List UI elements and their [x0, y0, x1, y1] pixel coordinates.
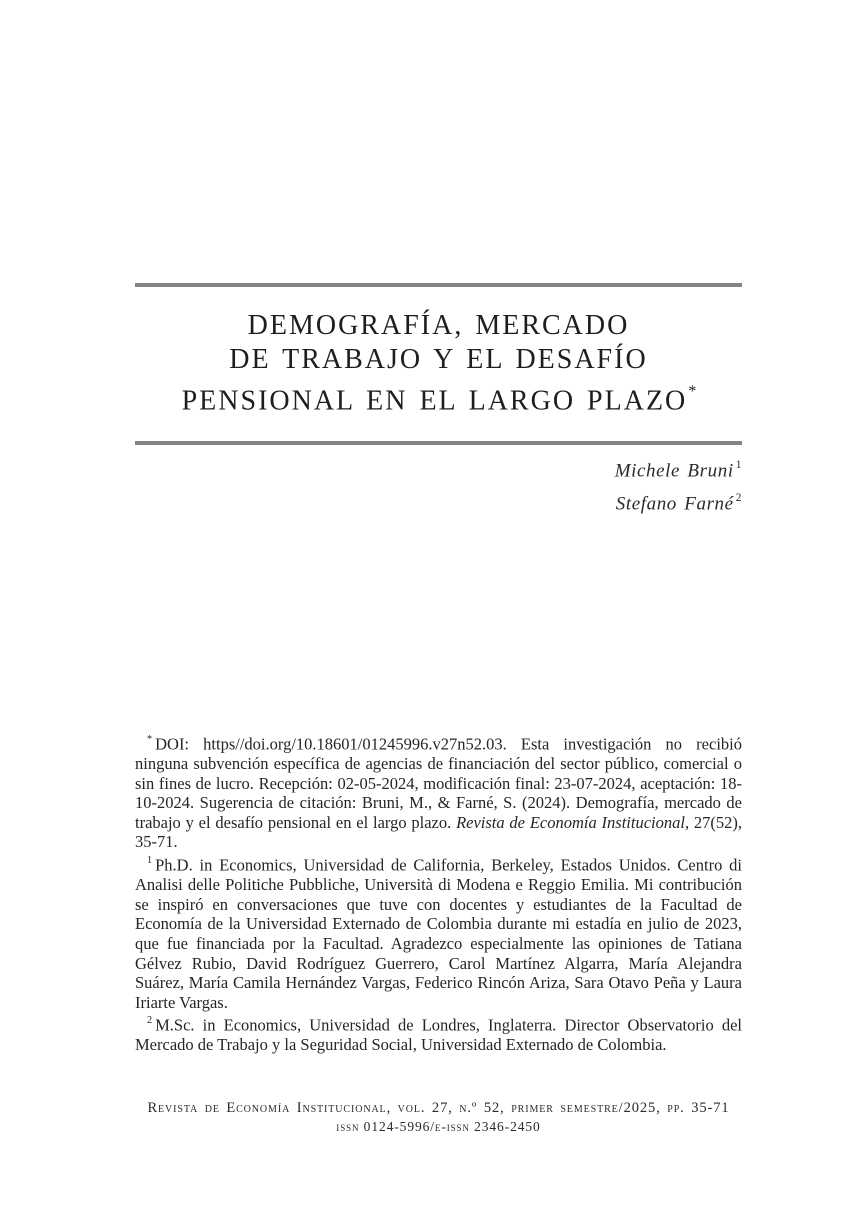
- footnotes-block: [135, 731, 742, 1055]
- issn-line: issn 0124-5996/e-issn 2346-2450: [336, 1119, 541, 1134]
- journal-name-italic: Revista de Economía Institucional: [456, 812, 685, 832]
- footnote-marker: 2: [147, 1015, 153, 1027]
- author-2: [615, 485, 742, 518]
- author-1: [615, 452, 742, 485]
- footnote-1: [135, 852, 742, 1012]
- author-footnote-marker: 1: [735, 458, 742, 471]
- footnote-marker: *: [147, 733, 153, 745]
- authors-block: [615, 452, 742, 519]
- paper-title: [105, 309, 772, 418]
- title-line-3: [105, 377, 772, 418]
- title-line-1: DEMOGRAFÍA, MERCADO: [247, 310, 630, 341]
- title-rule-bottom: [135, 441, 742, 445]
- footnote-text: Ph.D. in Economics, Universidad de California, Berkeley, Estados Unidos. Centro di Analisi delle Politiche Pubbliche, Università di Modena e Reggio Emilia. Mi contribución se inspiró en conversaciones que tuve con docentes y estudiantes de la Facultad de Economía de la Universidad Externado de Colombia durante mi estadía en julio de 2023, que fue financiada por la Facultad. Agradezco especialmente las opiniones de Tatiana Gélvez Rubio, David Rodríguez Guerrero, Carol Martínez Algarra, María Alejandra Suárez, María Camila Hernández Vargas, Federico Rincón Ariza, Sara Otavo Peña y Laura Iriarte Vargas.: [135, 855, 742, 1012]
- author-name: Michele Bruni: [614, 460, 734, 482]
- author-footnote-marker: 2: [735, 492, 742, 505]
- footnote-text: DOI: https//doi.org/10.18601/01245996.v27n52.03. Esta investigación no recibió ninguna subvención específica de agencias de financiación del sector público, comercial o sin fines de lucro. Recepción: 02-05-2024, modificación final: 23-07-2024, aceptación: 18-10-2024. Sugerencia de citación: Bruni, M., & Farné, S. (2024). Demografía, mercado de trabajo y el desafío pensional en el largo plazo.: [135, 734, 742, 832]
- journal-citation-line: Revista de Economía Institucional, vol. 27, n.º 52, primer semestre/2025, pp. 35-71: [147, 1100, 730, 1116]
- title-footnote-marker: *: [688, 382, 697, 401]
- footnote-text: M.Sc. in Economics, Universidad de Londres, Inglaterra. Director Observatorio del Mercado de Trabajo y la Seguridad Social, Universidad Externado de Colombia.: [135, 1015, 742, 1055]
- footnote-marker: 1: [147, 855, 153, 867]
- journal-footer: [115, 1099, 762, 1136]
- title-line-2: DE TRABAJO Y EL DESAFÍO: [229, 344, 648, 375]
- footnote-2: [135, 1012, 742, 1055]
- author-name: Stefano Farné: [615, 493, 734, 515]
- title-line-3-text: PENSIONAL EN EL LARGO PLAZO: [181, 385, 688, 417]
- footnote-text: , 27(52), 35-71.: [135, 812, 742, 852]
- title-rule-top: [135, 283, 742, 287]
- footnote-star: [135, 731, 742, 852]
